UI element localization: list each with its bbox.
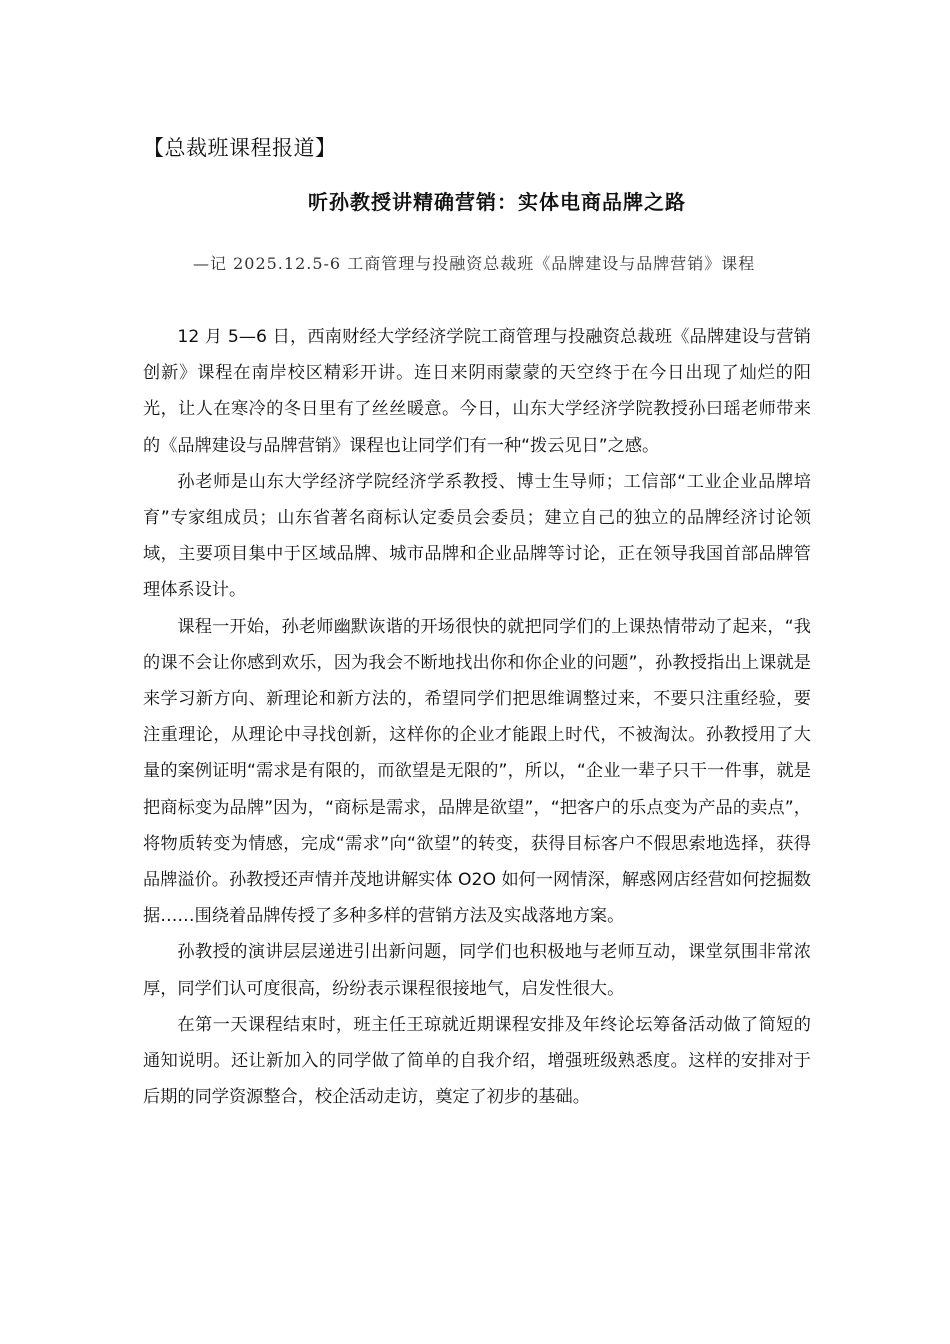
paragraph: 课程一开始，孙老师幽默诙谐的开场很快的就把同学们的上课热情带动了起来，“我的课不会让你感到欢乐，因为我会不断地找出你和你企业的问题”，孙教授指出上课就是来学习新方向、新理论和新方法的，希望同学们把思维调整过来，不要只注重经验，要注重理论，从理论中寻找创新，这样你的企业才能跟上时代，不被淘汰。孙教授用了大量的案例证明“需求是有限的，而欲望是无限的”，所以，“企业一辈子只干一件事，就是把商标变为品牌”因为，“商标是需求，品牌是欲望”，“把客户的乐点变为产品的卖点”，将物质转变为情感，完成“需求”向“欲望”的转变，获得目标客户不假思索地选择，获得品牌溢价。孙教授还声情并茂地讲解实体 O2O 如何一网情深，解惑网店经营如何挖掘数据……围绕着品牌传授了多种多样的营销方法及实战落地方案。 xyxy=(143,616,811,927)
paragraph: 在第一天课程结束时，班主任王琼就近期课程安排及年终论坛筹备活动做了简短的通知说明。还让新加入的同学做了简单的自我介绍，增强班级熟悉度。这样的安排对于后期的同学资源整合，校企活动走访，奠定了初步的基础。 xyxy=(143,1014,811,1108)
section-tag-heading: 【总裁班课程报道】 xyxy=(143,136,337,160)
paragraph: 12 月 5—6 日，西南财经大学经济学院工商管理与投融资总裁班《品牌建设与营销创新》课程在南岸校区精彩开讲。连日来阴雨蒙蒙的天空终于在今日出现了灿烂的阳光，让人在寒冷的冬日里有了丝丝暖意。今日，山东大学经济学院教授孙曰瑶老师带来的《品牌建设与品牌营销》课程也让同学们有一种“拨云见日”之感。 xyxy=(143,327,811,456)
paragraph: 孙老师是山东大学经济学院经济学系教授、博士生导师；工信部“工业企业品牌培育”专家组成员；山东省著名商标认定委员会委员；建立自己的独立的品牌经济讨论领域，主要项目集中于区域品牌、城市品牌和企业品牌等讨论，正在领导我国首部品牌管理体系设计。 xyxy=(143,471,811,601)
article-body xyxy=(143,319,811,1115)
paragraph: 孙教授的演讲层层递进引出新问题，同学们也积极地与老师互动，课堂氛围非常浓厚，同学们认可度很高，纷纷表示课程很接地气，启发性很大。 xyxy=(143,942,811,999)
article-title: 听孙教授讲精确营销：实体电商品牌之路 xyxy=(308,190,686,214)
article-subtitle: —记 2025.12.5-6 工商管理与投融资总裁班《品牌建设与品牌营销》课程 xyxy=(193,254,756,273)
